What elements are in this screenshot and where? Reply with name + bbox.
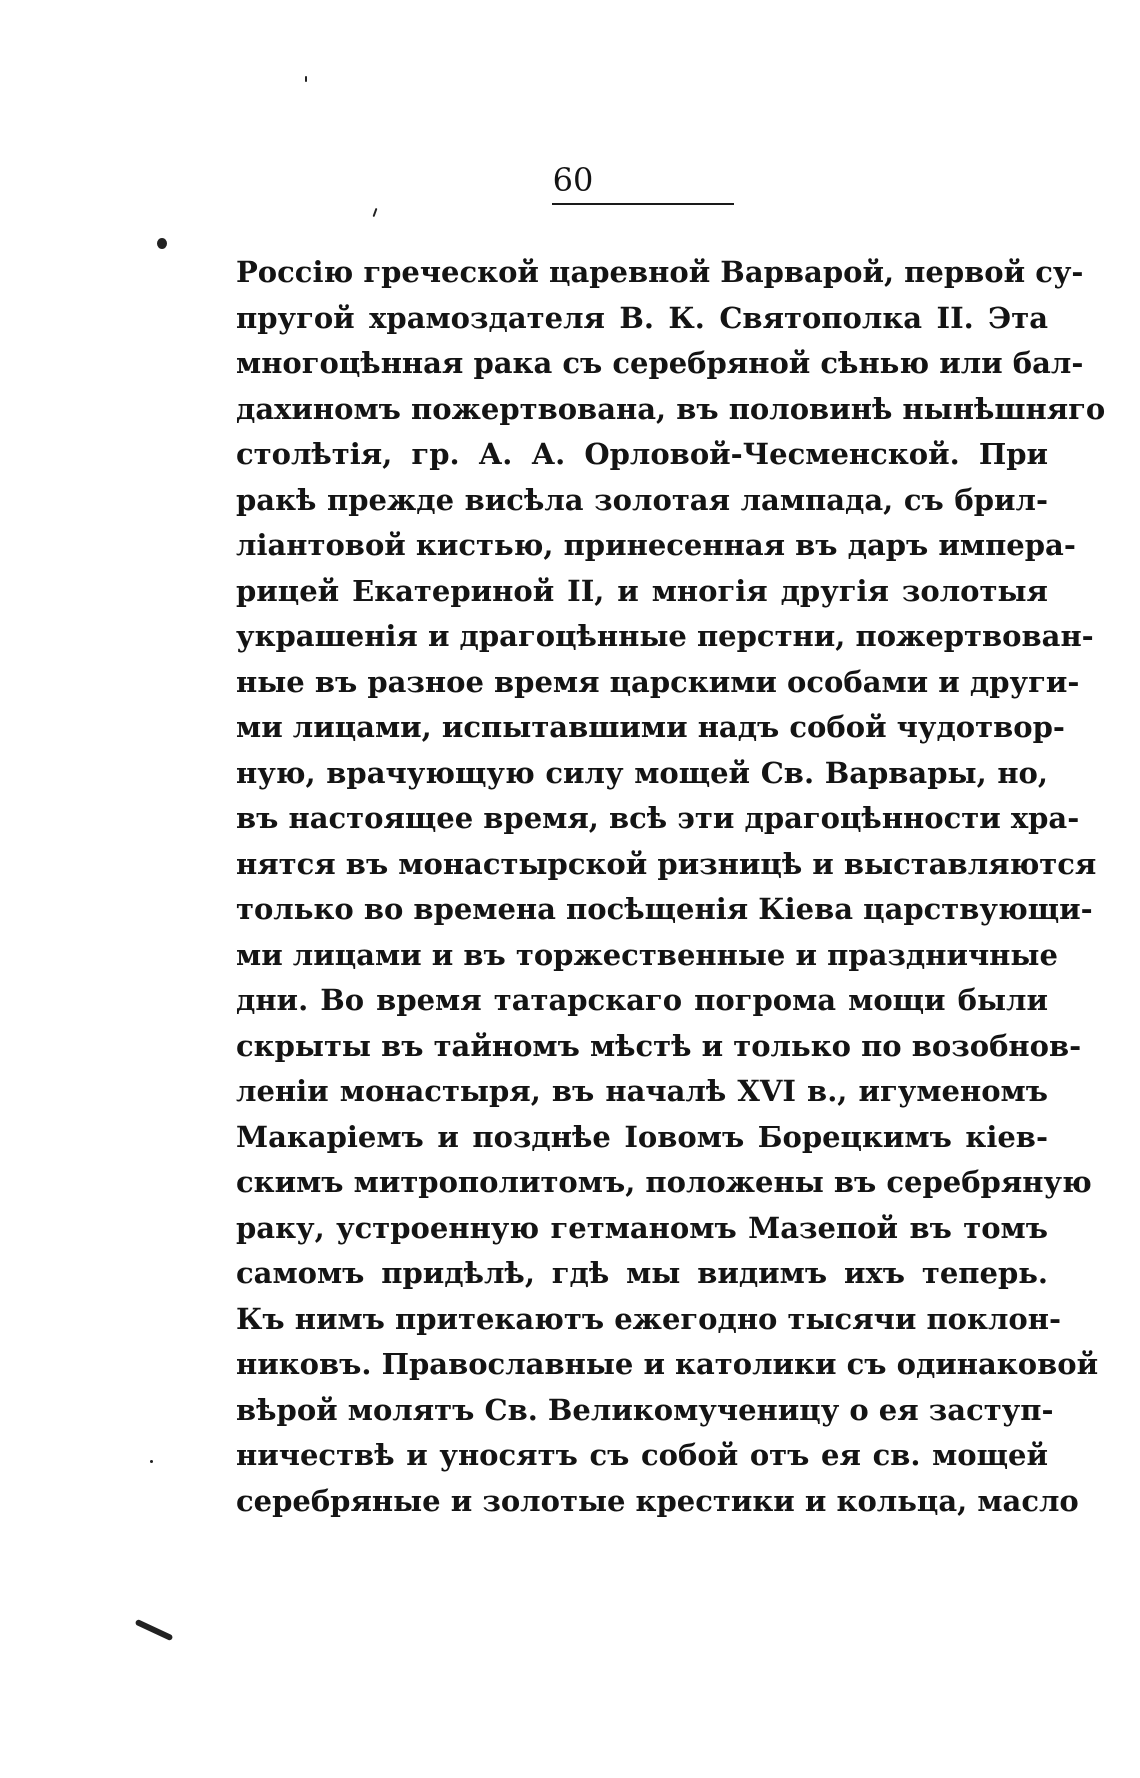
scan-speck [373, 208, 378, 217]
text-line: Макаріемъ и позднѣе Іовомъ Борецкимъ кіев- [236, 1119, 1048, 1154]
text-line: въ настоящее время, всѣ эти драгоцѣнности хра- [236, 801, 1080, 835]
page-number: 60 [552, 161, 594, 199]
scan-speck [305, 76, 307, 82]
text-line: скимъ митрополитомъ, положены въ серебряную [236, 1165, 1092, 1199]
text-line: самомъ придѣлѣ, гдѣ мы видимъ ихъ теперь. [236, 1256, 1048, 1290]
text-line: украшенія и драгоцѣнные перстни, пожертвован- [236, 619, 1094, 653]
text-line: нятся въ монастырской ризницѣ и выставляются [236, 846, 1097, 881]
text-line: Къ нимъ притекаютъ ежегодно тысячи поклон- [236, 1301, 1062, 1336]
text-line: рицей Екатериной II, и многія другія золотыя [236, 573, 1048, 608]
text-line: дахиномъ пожертвована, въ половинѣ нынѣшняго [236, 391, 1106, 426]
text-line: Россію греческой царевной Варварой, первой су- [236, 255, 1084, 289]
scan-speck [135, 1619, 174, 1641]
text-line: дни. Во время татарскаго погрома мощи были [236, 983, 1048, 1017]
text-line: никовъ. Православные и католики съ одинаковой [236, 1347, 1099, 1381]
text-line: леніи монастыря, въ началѣ XVI в., игуменомъ [236, 1074, 1048, 1108]
header-rule [552, 203, 734, 205]
text-line: ми лицами и въ торжественные и праздничные [236, 937, 1058, 972]
text-line: ные въ разное время царскими особами и други- [236, 664, 1080, 699]
text-line: вѣрой молятъ Св. Великомученицу о ея заступ- [236, 1392, 1054, 1427]
text-line: серебряные и золотые крестики и кольца, масло [236, 1483, 1079, 1518]
text-line: столѣтія, гр. А. А. Орловой-Чесменской. При [236, 437, 1048, 471]
body-text [236, 250, 1106, 1524]
text-line: ничествѣ и уносятъ съ собой отъ ея св. мощей [236, 1438, 1048, 1472]
text-line: ракѣ прежде висѣла золотая лампада, съ брил- [236, 482, 1048, 517]
scan-speck [150, 1460, 153, 1463]
text-line: пругой храмоздателя В. К. Святополка II. Эта [236, 300, 1048, 335]
scan-speck [157, 238, 167, 249]
text-line: ную, врачующую силу мощей Св. Варвары, но, [236, 755, 1048, 790]
text-line: многоцѣнная рака съ серебряной сѣнью или бал- [236, 346, 1084, 380]
text-line: скрыты въ тайномъ мѣстѣ и только по возобнов- [236, 1028, 1082, 1063]
text-line: ми лицами, испытавшими надъ собой чудотвор- [236, 710, 1065, 744]
text-line: только во времена посѣщенія Кіева царствующи- [236, 892, 1093, 926]
text-line: раку, устроенную гетманомъ Мазепой въ томъ [236, 1210, 1048, 1245]
text-line: ліантовой кистью, принесенная въ даръ импера- [236, 528, 1076, 562]
